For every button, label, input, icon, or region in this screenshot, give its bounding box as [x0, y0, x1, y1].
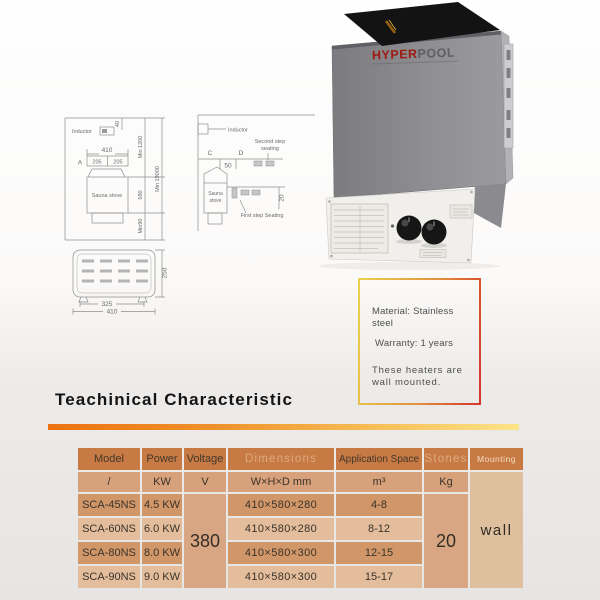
label-sauna-stove: Sauna stove	[91, 193, 123, 199]
col-header-space: Application Space	[336, 448, 422, 470]
unit-stones: Kg	[424, 472, 468, 492]
unit-power: KW	[142, 472, 182, 492]
dim-205-left: 205	[92, 159, 102, 166]
accent-divider	[48, 424, 519, 430]
diagram-seating-view	[190, 103, 330, 238]
dim-410: 410	[106, 308, 118, 316]
col-header-stones: Stones	[424, 448, 468, 470]
model-sca-60ns: SCA-60NS	[78, 518, 140, 540]
section-title: Teachinical Characteristic	[55, 390, 294, 409]
info-box	[358, 278, 481, 405]
label-sauna: Sauna	[208, 191, 223, 197]
dim-20: 20	[278, 194, 286, 202]
col-header-dimensions: Dimensions	[228, 448, 334, 470]
brand-pool: POOL	[417, 45, 456, 61]
space-sca-45ns: 4-8	[336, 494, 422, 516]
rating-label	[450, 205, 472, 218]
model-sca-90ns: SCA-90NS	[78, 566, 140, 588]
col-header-voltage: Voltage	[184, 448, 226, 470]
info-warranty: Warranty: 1 years	[375, 337, 454, 349]
brand-hyper: HYPER	[371, 46, 418, 63]
info-material: Material: Stainless steel	[372, 306, 454, 329]
dims-sca-60ns: 410×580×280	[228, 518, 334, 540]
dim-min-19000: Min 19000	[155, 166, 161, 192]
diagram-top-view	[58, 242, 208, 342]
floor-shadow	[320, 262, 500, 270]
thermostat-knob	[421, 220, 447, 249]
label-inductor: Inductor	[72, 129, 92, 135]
dim-325: 325	[101, 301, 113, 308]
label-c: C	[207, 150, 213, 157]
model-sca-45ns: SCA-45NS	[78, 494, 140, 516]
space-sca-90ns: 15-17	[336, 566, 422, 588]
dim-40: 40	[115, 120, 121, 128]
info-note-line1: These heaters are	[372, 364, 463, 376]
heater-lower-right	[472, 184, 506, 228]
dim-50: 50	[224, 162, 232, 170]
power-sca-60ns: 6.0 KW	[142, 518, 182, 540]
stones-value: 20	[424, 494, 468, 588]
info-note-line2: wall mounted.	[372, 376, 442, 388]
col-header-model: Model	[78, 448, 140, 470]
unit-space: m³	[336, 472, 422, 492]
dim-250: 250	[161, 267, 169, 279]
model-sca-80ns: SCA-80NS	[78, 542, 140, 564]
spec-table	[78, 448, 523, 588]
power-sca-45ns: 4.5 KW	[142, 494, 182, 516]
label-second-step-1: Second step	[254, 139, 286, 145]
dims-sca-90ns: 410×580×300	[228, 566, 334, 588]
label-stove: stove	[209, 198, 222, 204]
spec-label-panel	[331, 204, 388, 253]
dim-min90: Min90	[138, 218, 144, 234]
timer-knob	[396, 216, 422, 245]
label-first-step: First step Seating	[240, 213, 284, 219]
label-d: D	[238, 150, 244, 157]
voltage-value: 380	[184, 494, 226, 588]
product-photo	[320, 0, 520, 272]
label-inductor: Inductor	[228, 127, 248, 134]
unit-model: /	[78, 472, 140, 492]
dim-205-right: 205	[113, 159, 123, 166]
dim-410: 410	[101, 147, 113, 154]
mounting-value: wall	[470, 472, 523, 588]
unit-voltage: V	[184, 472, 226, 492]
brand-logo	[372, 46, 459, 65]
dims-sca-80ns: 410×580×300	[228, 542, 334, 564]
power-sca-80ns: 8.0 KW	[142, 542, 182, 564]
diagram-side-view	[55, 100, 185, 242]
dim-580: 580	[138, 190, 144, 200]
power-sca-90ns: 9.0 KW	[142, 566, 182, 588]
dims-sca-45ns: 410×580×280	[228, 494, 334, 516]
indicator-dot	[391, 224, 394, 227]
col-header-mounting: Mounting	[470, 448, 523, 470]
col-header-power: Power	[142, 448, 182, 470]
label-a: A	[77, 159, 83, 167]
model-label	[420, 250, 446, 258]
space-sca-80ns: 12-15	[336, 542, 422, 564]
space-sca-60ns: 8-12	[336, 518, 422, 540]
dim-min-1200: Min 1200	[138, 135, 144, 159]
unit-dimensions: W×H×D mm	[228, 472, 334, 492]
label-second-step-2: seating	[261, 146, 279, 152]
